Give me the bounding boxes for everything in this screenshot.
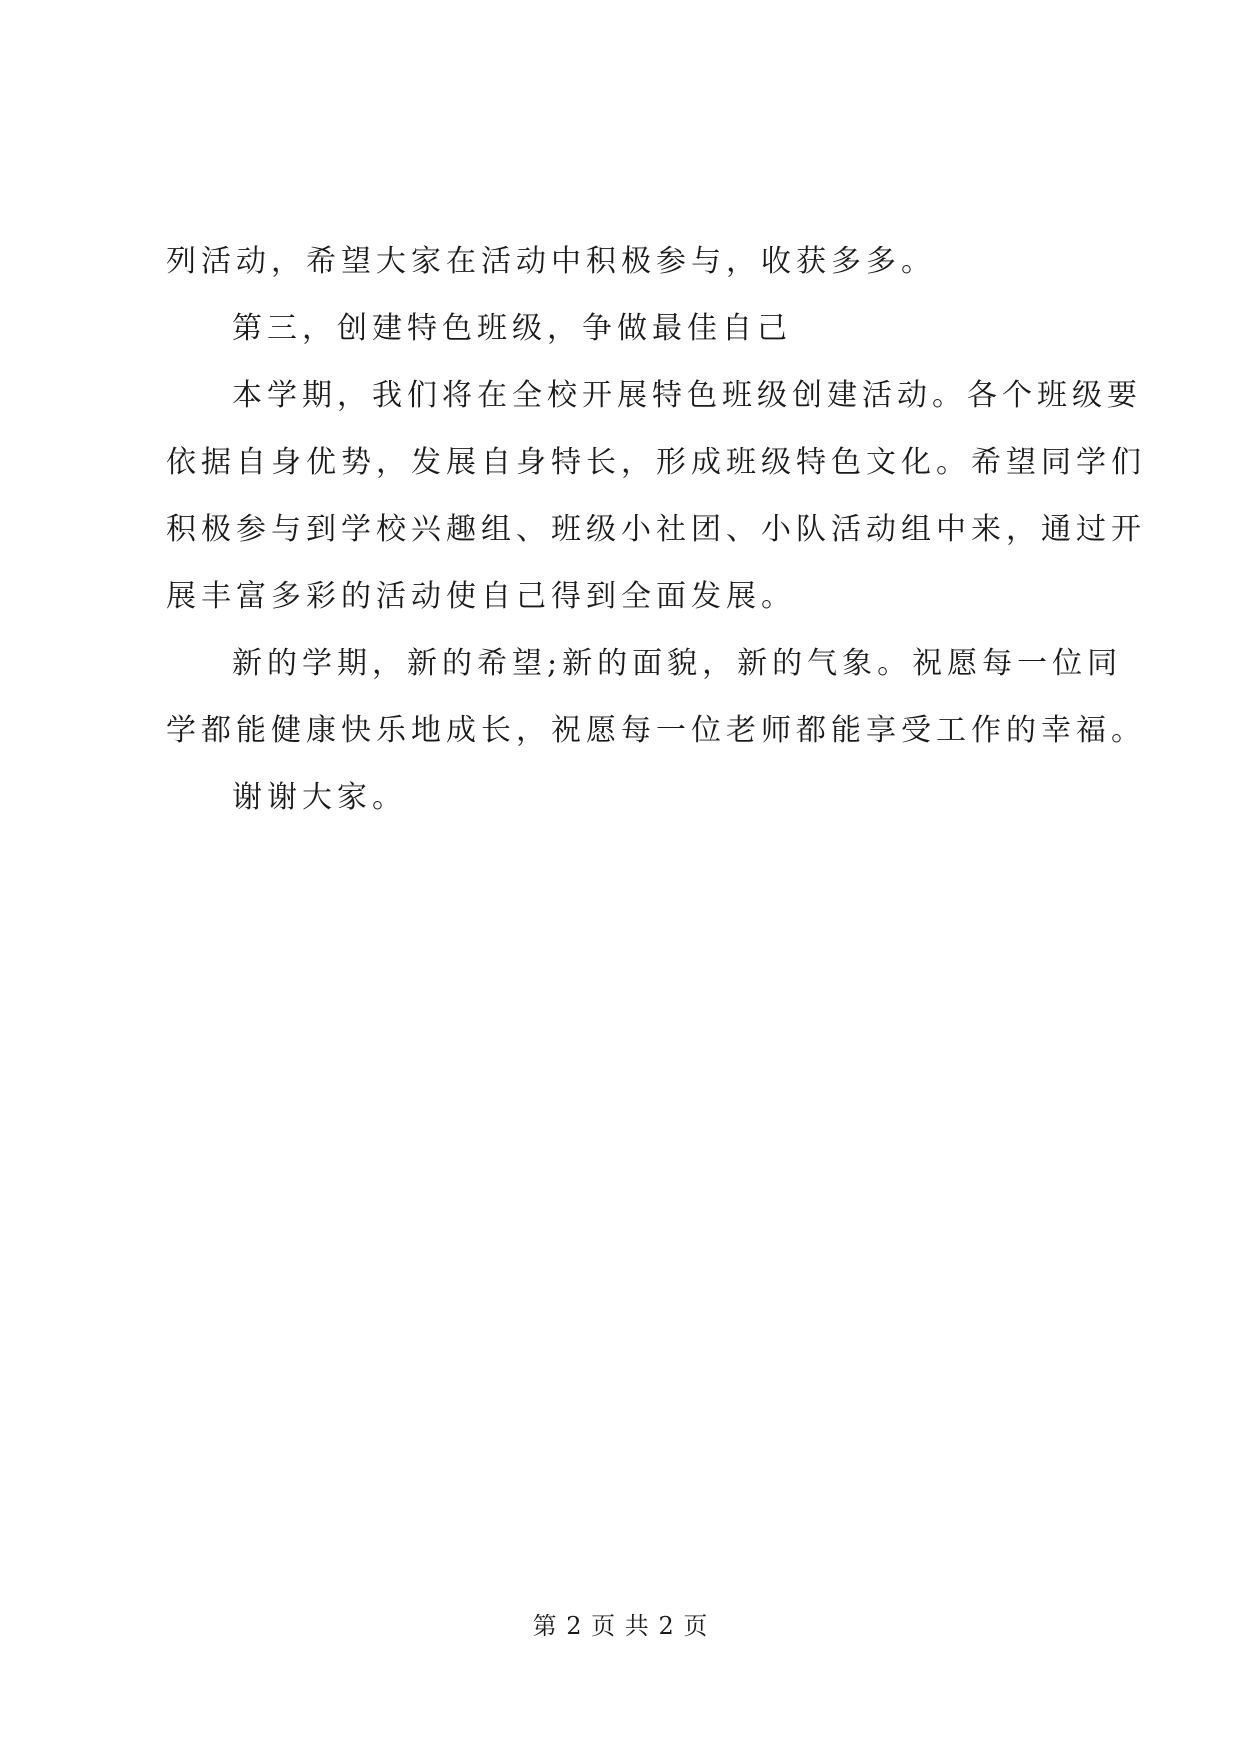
closing-line: 谢谢大家。: [232, 780, 407, 815]
body-line-3: 本学期，我们将在全校开展特色班级创建活动。各个班级要: [232, 378, 1142, 413]
page-number-footer: 第 2 页 共 2 页: [532, 1612, 709, 1640]
body-line-7: 新的学期，新的希望;新的面貌，新的气象。祝愿每一位同: [232, 646, 1123, 681]
document-body: [166, 228, 1146, 831]
section-heading-third: 第三，创建特色班级，争做最佳自己: [232, 311, 792, 346]
body-line-6: 展丰富多彩的活动使自己得到全面发展。: [166, 579, 796, 614]
body-line-8: 学都能健康快乐地成长，祝愿每一位老师都能享受工作的幸福。: [166, 713, 1146, 748]
body-line-5: 积极参与到学校兴趣组、班级小社团、小队活动组中来，通过开: [166, 512, 1146, 547]
body-line-1: 列活动，希望大家在活动中积极参与，收获多多。: [166, 244, 936, 279]
body-line-4: 依据自身优势，发展自身特长，形成班级特色文化。希望同学们: [166, 445, 1146, 480]
